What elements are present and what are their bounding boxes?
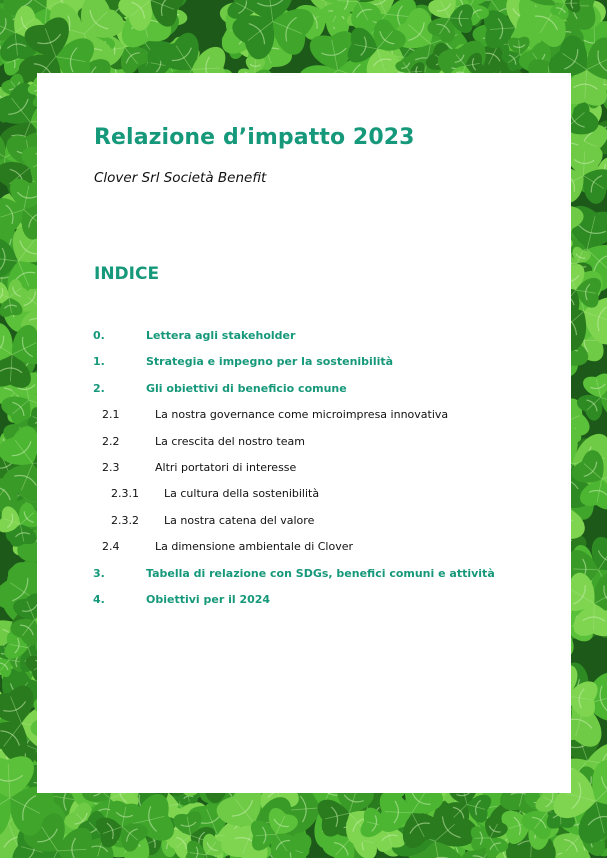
toc-item-label: Strategia e impegno per la sostenibilità <box>146 355 394 369</box>
toc-item-label: Obiettivi per il 2024 <box>146 592 271 606</box>
toc-item-number: 2.3.2 <box>111 513 139 527</box>
toc-item-label: Gli obiettivi di beneficio comune <box>146 381 347 395</box>
toc-item-label: La crescita del nostro team <box>155 434 305 448</box>
toc-item[interactable] <box>37 404 571 430</box>
toc-item-number: 4. <box>93 592 105 606</box>
toc-item-number: 2.3.1 <box>111 487 139 501</box>
toc-item-number: 2.2 <box>102 434 120 448</box>
toc-item-label: Lettera agli stakeholder <box>146 329 296 342</box>
toc-item-number: 2.1 <box>102 408 120 422</box>
toc-item-number: 1. <box>93 355 105 369</box>
toc-item-label: La dimensione ambientale di Clover <box>155 540 354 554</box>
toc-item[interactable] <box>37 351 571 377</box>
toc-item[interactable] <box>37 378 571 404</box>
toc-item[interactable] <box>37 325 571 351</box>
toc-item-number: 2.4 <box>102 540 120 554</box>
toc-item[interactable] <box>37 563 571 589</box>
toc-item-number: 2. <box>93 381 105 395</box>
toc-item-number: 3. <box>93 566 105 580</box>
toc-item[interactable] <box>37 483 571 509</box>
page-subtitle: Clover Srl Società Benefit <box>94 170 267 186</box>
toc-item-number: 0. <box>93 329 105 342</box>
toc-item-label: La nostra governance come microimpresa innovativa <box>155 408 449 422</box>
toc-item[interactable] <box>37 510 571 536</box>
toc-item[interactable] <box>37 589 571 615</box>
toc-item[interactable] <box>37 536 571 562</box>
toc-item-label: Tabella di relazione con SDGs, benefici comuni e attività <box>146 566 495 580</box>
index-heading: INDICE <box>94 264 160 284</box>
toc-item-label: La nostra catena del valore <box>164 513 315 527</box>
table-of-contents <box>37 325 571 615</box>
page-title: Relazione d’impatto 2023 <box>94 125 415 150</box>
document-page <box>37 73 571 793</box>
toc-item-number: 2.3 <box>102 460 120 474</box>
toc-item-label: Altri portatori di interesse <box>155 460 297 474</box>
toc-item[interactable] <box>37 457 571 483</box>
toc-item[interactable] <box>37 431 571 457</box>
toc-item-label: La cultura della sostenibilità <box>164 487 320 501</box>
